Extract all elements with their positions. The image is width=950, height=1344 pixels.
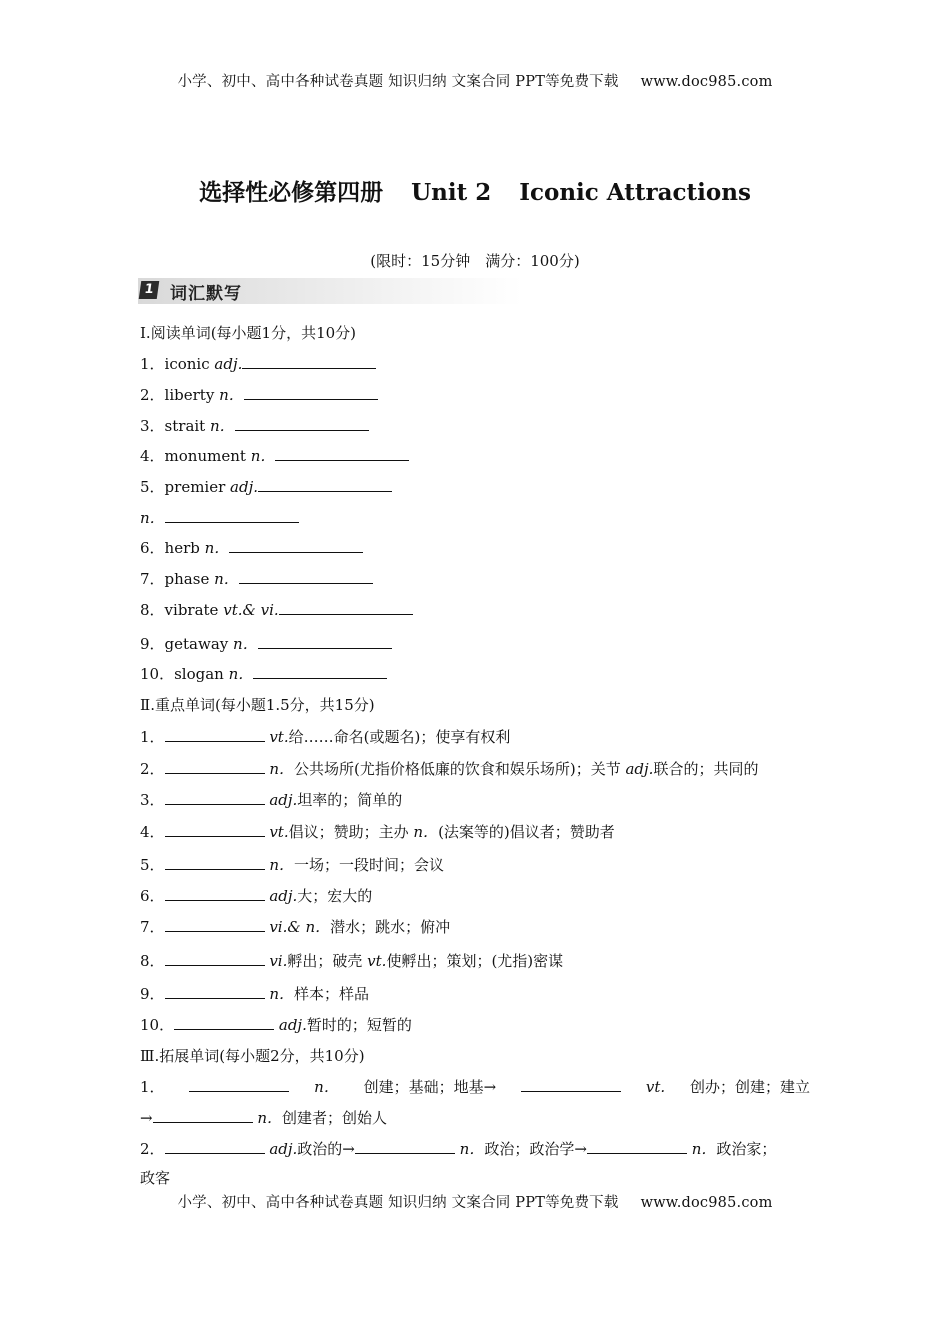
- item-word: getaway: [164, 635, 234, 653]
- answer-blank[interactable]: [253, 664, 387, 679]
- part-of-speech: n．: [228, 665, 254, 683]
- sec1-item: [140, 600, 413, 620]
- definition: 倡议；赞助；主办: [288, 823, 414, 841]
- item-word: iconic: [164, 355, 215, 373]
- part-of-speech: n．: [691, 1140, 717, 1158]
- item-number: 2．: [140, 760, 165, 778]
- answer-blank[interactable]: [279, 600, 413, 615]
- part-of-speech: adj.: [230, 478, 259, 496]
- part-of-speech: vt.& vi.: [223, 601, 279, 619]
- answer-blank[interactable]: [189, 1077, 289, 1092]
- item-number: 8．: [140, 601, 165, 619]
- sec3-question-2-cont: 政客: [140, 1169, 171, 1187]
- part-of-speech: n．: [269, 856, 294, 874]
- item-word: phase: [164, 570, 215, 588]
- answer-blank[interactable]: [165, 984, 265, 999]
- part-of-speech: n．: [209, 417, 235, 435]
- part-of-speech: n．: [250, 447, 276, 465]
- definition: 政治；政治学→: [484, 1140, 587, 1158]
- definition: 潜水；跳水；俯冲: [330, 918, 451, 936]
- definition: 公共场所(尤指价格低廉的饮食和娱乐场所)；关节: [294, 760, 626, 778]
- definition: 一场；一段时间；会议: [294, 856, 445, 874]
- item-number: 3．: [140, 791, 165, 809]
- definition: 创建者；创始人: [282, 1109, 388, 1127]
- item-number: 10．: [140, 1016, 175, 1034]
- part-of-speech: n．: [459, 1140, 485, 1158]
- part-of-speech: vt.: [269, 823, 289, 841]
- banner-label: 词汇默写: [170, 284, 242, 304]
- item-number: 6．: [140, 539, 165, 557]
- answer-blank[interactable]: [258, 634, 392, 649]
- part-of-speech: adj.: [269, 887, 298, 905]
- sec2-item: [140, 855, 444, 875]
- answer-blank[interactable]: [275, 446, 409, 461]
- part-of-speech: n．: [269, 760, 294, 778]
- part-of-speech: n．: [257, 1109, 283, 1127]
- part-of-speech: adj.: [214, 355, 243, 373]
- answer-blank[interactable]: [165, 790, 265, 805]
- sec3-question-2: [140, 1139, 776, 1159]
- banner-number: 1: [139, 281, 160, 299]
- sec2-item: [140, 759, 758, 779]
- part-of-speech: adj.: [278, 1016, 307, 1034]
- part-of-speech: adj.: [269, 791, 298, 809]
- item-number: 5．: [140, 478, 165, 496]
- section-2-heading: Ⅱ.重点单词(每小题1.5分，共15分): [140, 696, 375, 714]
- part-of-speech: n．: [413, 823, 439, 841]
- sec3-question-1-cont: [140, 1108, 387, 1128]
- item-number: 4．: [140, 823, 165, 841]
- item-number: 8．: [140, 952, 165, 970]
- answer-blank[interactable]: [165, 886, 265, 901]
- sec2-item: [140, 917, 450, 937]
- arrow: →: [140, 1109, 153, 1127]
- answer-blank[interactable]: [242, 354, 376, 369]
- item-number: 5．: [140, 856, 165, 874]
- header-site: www.doc985.com: [640, 74, 773, 90]
- definition: 政治的→: [297, 1140, 355, 1158]
- answer-blank[interactable]: [165, 822, 265, 837]
- title-book: 选择性必修第四册: [199, 179, 384, 206]
- title-unit: Unit 2: [411, 179, 492, 206]
- answer-blank[interactable]: [244, 385, 378, 400]
- definition: 孵出；破壳: [287, 952, 368, 970]
- definition: 坦率的；简单的: [297, 791, 403, 809]
- answer-blank[interactable]: [165, 1139, 265, 1154]
- page-title: [0, 174, 950, 207]
- part-of-speech: vi.: [269, 952, 288, 970]
- definition: 使孵出；策划；(尤指)密谋: [386, 952, 564, 970]
- answer-blank[interactable]: [258, 477, 392, 492]
- definition: 样本；样品: [294, 985, 370, 1003]
- definition: 联合的；共同的: [653, 760, 759, 778]
- part-of-speech: n．: [140, 509, 165, 527]
- answer-blank[interactable]: [587, 1139, 687, 1154]
- part-of-speech: n．: [219, 386, 244, 404]
- definition: 创办；创建；建立: [689, 1078, 810, 1096]
- page-header: [0, 70, 950, 91]
- definition: 暂时的；短暂的: [306, 1016, 412, 1034]
- answer-blank[interactable]: [165, 951, 265, 966]
- item-number: 7．: [140, 918, 165, 936]
- part-of-speech: n．: [269, 985, 294, 1003]
- part-of-speech: vt.: [269, 728, 289, 746]
- footer-text: 小学、初中、高中各种试卷真题 知识归纳 文案合同 PPT等免费下载: [177, 1195, 619, 1211]
- item-word: strait: [164, 417, 210, 435]
- answer-blank[interactable]: [153, 1108, 253, 1123]
- definition: 给……命名(或题名)；使享有权利: [288, 728, 511, 746]
- part-of-speech: vi.& n．: [269, 918, 331, 936]
- sec2-item: [140, 790, 402, 810]
- answer-blank[interactable]: [174, 1015, 274, 1030]
- page-footer: [0, 1191, 950, 1212]
- part-of-speech: vt.: [645, 1078, 666, 1096]
- item-number: 1．: [140, 355, 165, 373]
- footer-site: www.doc985.com: [640, 1195, 773, 1211]
- part-of-speech: vt.: [367, 952, 387, 970]
- answer-blank[interactable]: [235, 416, 369, 431]
- sec1-item: [140, 416, 369, 436]
- item-word: liberty: [164, 386, 220, 404]
- answer-blank[interactable]: [165, 727, 265, 742]
- item-number: 10．: [140, 665, 175, 683]
- definition: 大；宏大的: [297, 887, 373, 905]
- item-number: 6．: [140, 887, 165, 905]
- item-number: 4．: [140, 447, 165, 465]
- sec1-item: [140, 354, 376, 374]
- q-number: 2．: [140, 1140, 165, 1158]
- answer-blank[interactable]: [239, 569, 373, 584]
- item-word: monument: [164, 447, 251, 465]
- section-3-heading: Ⅲ.拓展单词(每小题2分，共10分): [140, 1047, 365, 1065]
- item-word: vibrate: [164, 601, 224, 619]
- header-text: 小学、初中、高中各种试卷真题 知识归纳 文案合同 PPT等免费下载: [177, 74, 619, 90]
- sec2-item: [140, 886, 372, 906]
- definition: (法案等的)倡议者；赞助者: [438, 823, 615, 841]
- item-number: 3．: [140, 417, 165, 435]
- item-word: premier: [164, 478, 231, 496]
- sec3-question-1: [140, 1077, 810, 1097]
- sec1-item: [140, 634, 392, 654]
- item-number: 2．: [140, 386, 165, 404]
- part-of-speech: n．: [204, 539, 230, 557]
- sec1-item: [140, 477, 392, 497]
- sec1-item: [140, 385, 378, 405]
- sec1-item: [140, 664, 387, 684]
- sec2-item: [140, 984, 369, 1004]
- item-word: herb: [164, 539, 205, 557]
- sec2-item: [140, 822, 615, 842]
- answer-blank[interactable]: [165, 917, 265, 932]
- part-of-speech: adj.: [625, 760, 654, 778]
- part-of-speech: adj.: [269, 1140, 298, 1158]
- sec1-item: [140, 446, 409, 466]
- time-limit: (限时：15分钟 满分：100分): [370, 252, 580, 270]
- q-number: 1．: [140, 1078, 165, 1096]
- sec1-item: [140, 508, 299, 528]
- sec1-item: [140, 538, 363, 558]
- sec2-item: [140, 1015, 412, 1035]
- part-of-speech: n．: [214, 570, 239, 588]
- item-number: 1．: [140, 728, 165, 746]
- definition: 创建；基础；地基→: [363, 1078, 497, 1096]
- item-number: 9．: [140, 635, 165, 653]
- sec1-item: [140, 569, 373, 589]
- answer-blank[interactable]: [165, 508, 299, 523]
- sec2-item: [140, 727, 510, 747]
- answer-blank[interactable]: [355, 1139, 455, 1154]
- answer-blank[interactable]: [165, 759, 265, 774]
- answer-blank[interactable]: [521, 1077, 621, 1092]
- item-number: 7．: [140, 570, 165, 588]
- section-1-heading: Ⅰ.阅读单词(每小题1分，共10分): [140, 324, 357, 342]
- answer-blank[interactable]: [229, 538, 363, 553]
- section-banner: [138, 278, 522, 304]
- definition: 政治家；: [716, 1140, 777, 1158]
- part-of-speech: n．: [314, 1078, 339, 1096]
- item-number: 9．: [140, 985, 165, 1003]
- sec2-item: [140, 951, 563, 971]
- answer-blank[interactable]: [165, 855, 265, 870]
- item-word: slogan: [174, 665, 229, 683]
- title-name: Iconic Attractions: [519, 179, 751, 206]
- part-of-speech: n．: [233, 635, 258, 653]
